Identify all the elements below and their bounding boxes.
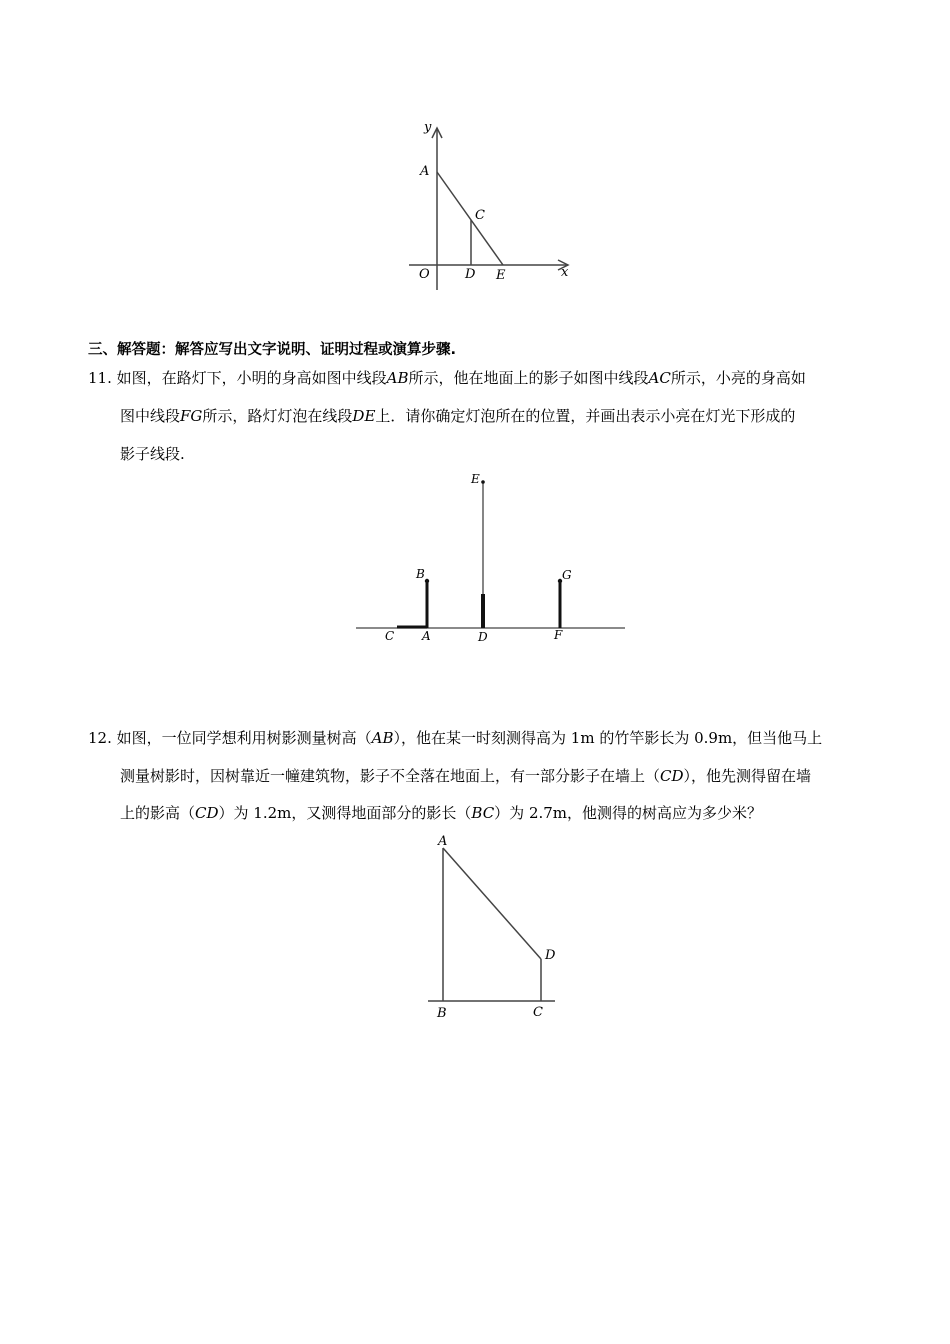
q11-text: 所示，他在地面上的影子如图中线段 [408,369,649,387]
label-x: x [561,265,569,280]
q12-text: ），他在某一时刻测得高为 1m 的竹竿影长为 0.9m，但当他马上 [393,729,823,747]
label-B: B [416,567,425,581]
label-D: D [465,267,476,282]
q12-segment-AB: AB [371,729,394,747]
q11-text: 所示，路灯灯泡在线段 [202,407,353,425]
label-y: y [424,120,432,135]
q11-segment-DE: DE [352,407,376,425]
q12-segment-BC: BC [471,804,495,822]
label-O: O [419,267,430,282]
label-E: E [496,268,506,283]
q11-text: 如图，在路灯下，小明的身高如图中线段 [116,369,387,387]
q12-text: ），他先测得留在墙 [683,767,812,785]
q12-number: 12. [88,729,112,747]
label-C: C [533,1005,543,1020]
label-A: A [420,164,430,179]
q12-text: ）为 2.7m，他测得的树高应为多少米？ [494,804,763,822]
q11-text: 图中线段 [120,407,181,425]
q11-segment-AC: AC [648,369,671,387]
q11-text: 影子线段. [120,445,185,463]
label-C: C [475,208,485,223]
q11-segment-AB: AB [386,369,409,387]
q11-segment-FG: FG [180,407,203,425]
q12-text: 如图，一位同学想利用树影测量树高（ [116,729,372,747]
q11-number: 11. [88,369,112,387]
q12-text: 测量树影时，因树靠近一幢建筑物，影子不全落在地面上，有一部分影子在墙上（ [120,767,661,785]
label-F: F [554,628,563,642]
q11-text: 所示，小亮的身高如 [670,369,806,387]
label-D: D [545,948,556,963]
segment-AD [443,848,541,959]
q12-text: 上的影高（ [120,804,196,822]
q12-text: ）为 1.2m，又测得地面部分的影长（ [218,804,472,822]
q11-text: 上．请你确定灯泡所在的位置，并画出表示小亮在灯光下形成的 [375,407,796,425]
label-G: G [562,568,572,582]
label-C: C [385,629,395,643]
section-title: 三、解答题：解答应写出文字说明、证明过程或演算步骤. [88,342,457,358]
label-D: D [478,630,488,644]
label-B: B [437,1006,447,1021]
label-A: A [438,834,448,849]
label-A: A [422,629,431,643]
label-E: E [471,472,480,486]
q12-segment-CD: CD [195,804,219,822]
q12-segment-CD: CD [660,767,684,785]
